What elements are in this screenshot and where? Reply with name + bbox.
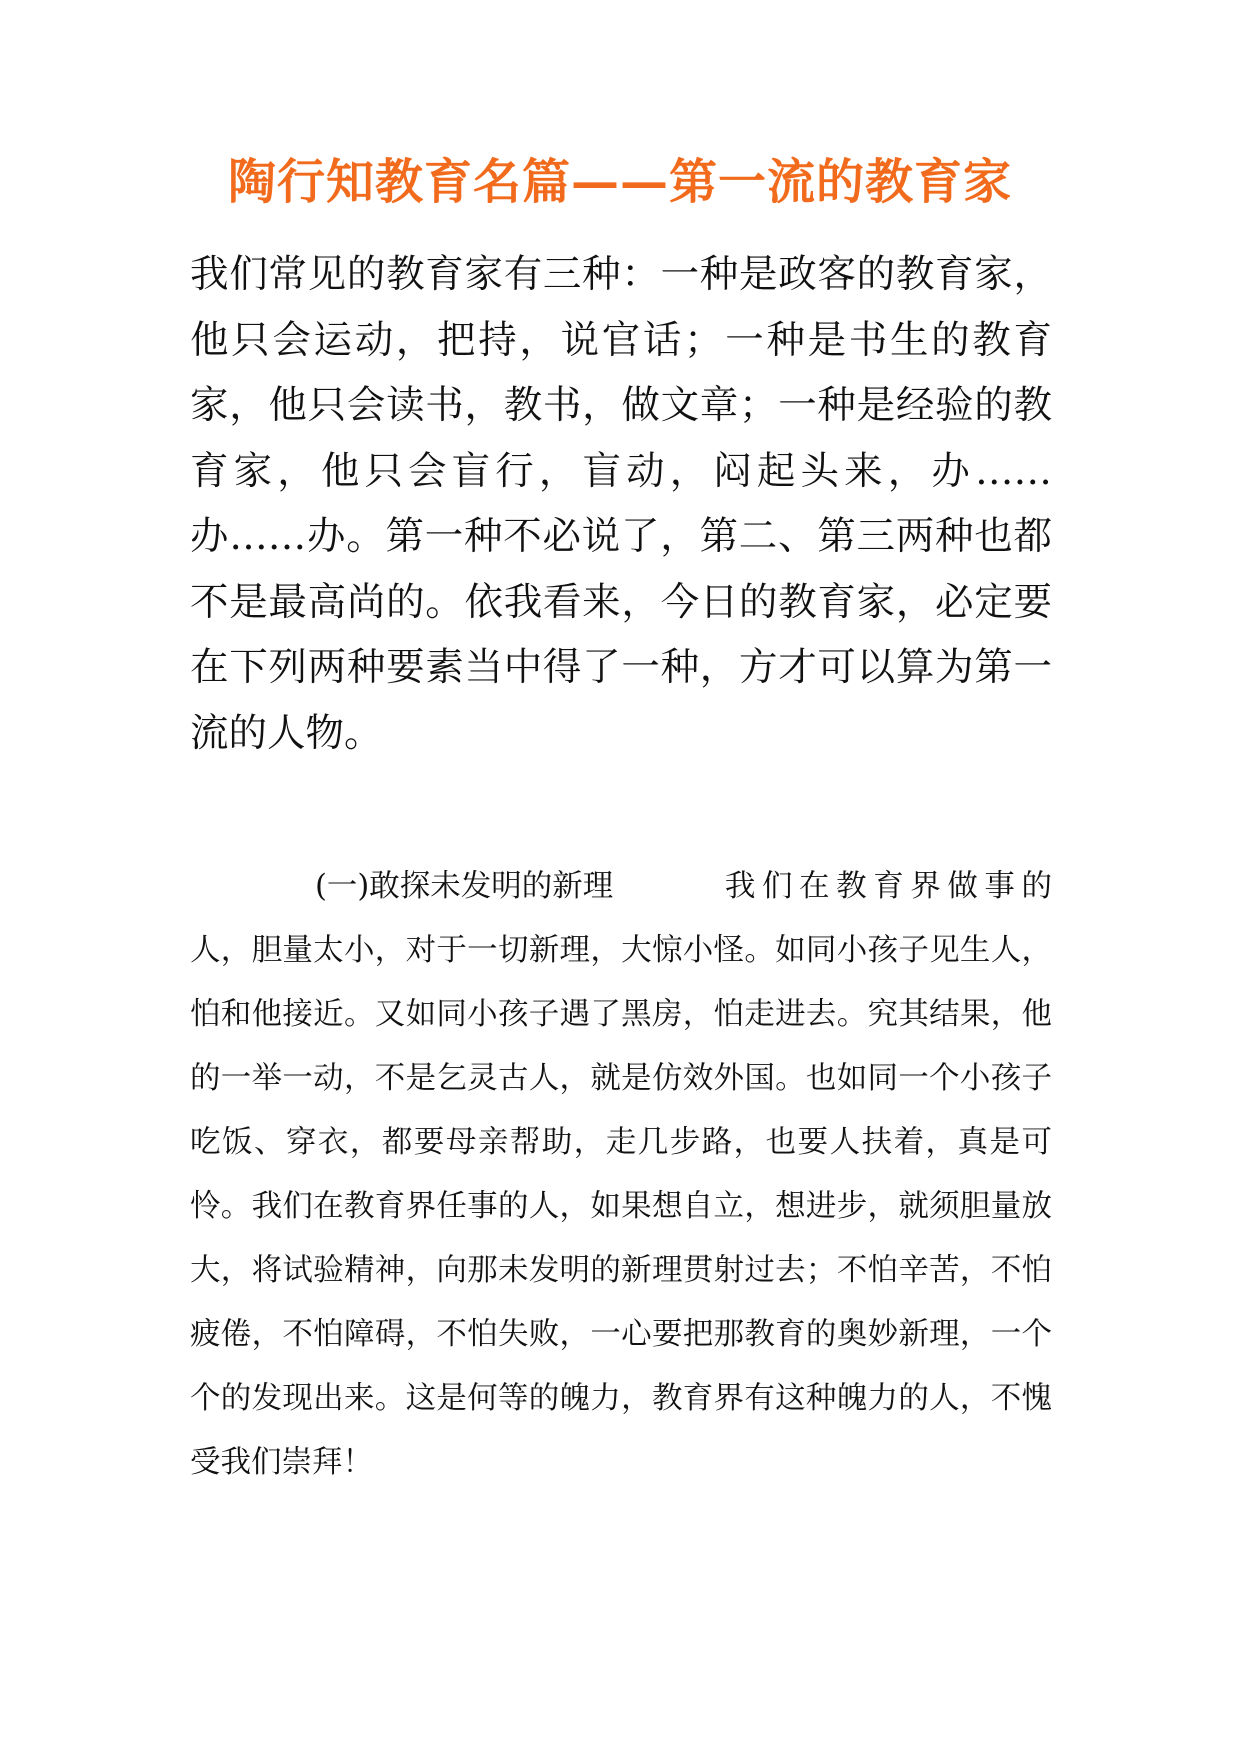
section-one-body: 我们在教育界做事的人，胆量太小，对于一切新理，大惊小怪。如同小孩子见生人，怕和他接近。又如同小孩子遇了黑房，怕走进去。究其结果，他的一举一动，不是乞灵古人，就是仿效外国。也如同一个小孩子吃饭、穿衣，都要母亲帮助，走几步路，也要人扶着，真是可怜。我们在教育界任事的人，如果想自立，想进步，就须胆量放大，将试验精神，向那未发明的新理贯射过去；不怕辛苦，不怕疲倦，不怕障碍，不怕失败，一心要把那教育的奥妙新理，一个个的发现出来。这是何等的魄力，教育界有这种魄力的人，不愧受我们崇拜！ — [190, 869, 1052, 1480]
intro-paragraph: 我们常见的教育家有三种：一种是政客的教育家，他只会运动，把持，说官话；一种是书生的教育家，他只会读书，教书，做文章；一种是经验的教育家，他只会盲行，盲动，闷起头来，办……办……办。第一种不必说了，第二、第三两种也都不是最高尚的。依我看来，今日的教育家，必定要在下列两种要素当中得了一种，方才可以算为第一流的人物。 — [190, 252, 1052, 756]
document-title: 陶行知教育名篇——第一流的教育家 — [227, 154, 1012, 210]
section-one-heading: (一)敢探未发明的新理 — [315, 869, 614, 904]
section-one — [190, 855, 1052, 1495]
